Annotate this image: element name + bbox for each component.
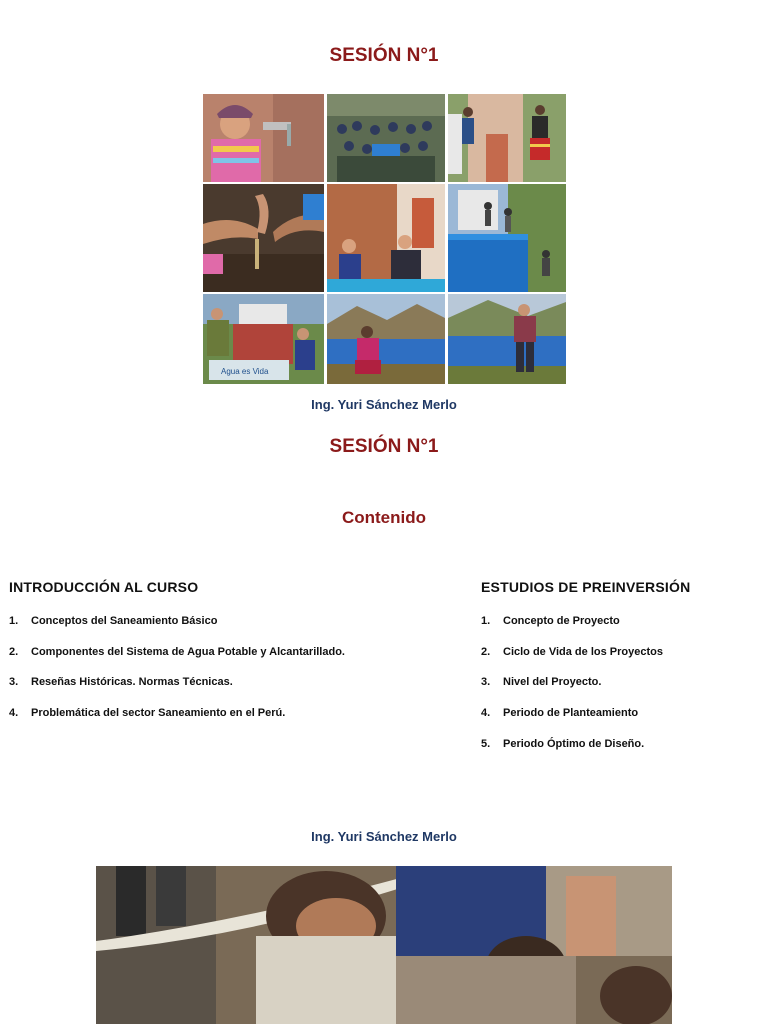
photo-community-meeting — [327, 94, 445, 182]
item-number: 4. — [481, 707, 491, 720]
item-number: 1. — [9, 615, 19, 627]
list-item — [9, 614, 449, 645]
item-text: Ciclo de Vida de los Proyectos — [503, 645, 663, 658]
list-item — [481, 614, 761, 645]
preinvestment-heading: ESTUDIOS DE PREINVERSIÓN — [481, 579, 691, 595]
list-item — [9, 675, 449, 706]
item-number: 3. — [481, 676, 491, 689]
list-item — [481, 737, 761, 768]
intro-course-list — [9, 614, 449, 737]
photo-blue-reservoir — [448, 184, 566, 292]
item-number: 2. — [9, 645, 19, 658]
item-number: 3. — [9, 676, 19, 689]
list-item — [9, 706, 449, 737]
item-text: Componentes del Sistema de Agua Potable y Alcantarillado. — [31, 645, 345, 658]
list-item — [481, 706, 761, 737]
preinvestment-list — [481, 614, 761, 767]
list-item — [481, 675, 761, 706]
photo-woman-by-lake — [327, 294, 445, 384]
session-title-2: SESIÓN N°1 — [329, 436, 439, 457]
photo-agua-es-vida-tap — [203, 294, 324, 384]
photo-child-at-tap — [203, 94, 324, 182]
item-text: Periodo Óptimo de Diseño. — [503, 737, 645, 750]
item-text: Conceptos del Saneamiento Básico — [31, 615, 218, 627]
item-text: Nivel del Proyecto. — [503, 676, 602, 689]
list-item — [9, 645, 449, 676]
photo-man-by-lake — [448, 294, 566, 384]
author-name: Ing. Yuri Sánchez Merlo — [311, 397, 457, 412]
list-item — [481, 645, 761, 676]
photo-couple-by-house — [327, 184, 445, 292]
session-title: SESIÓN N°1 — [329, 45, 439, 66]
item-number: 1. — [481, 615, 491, 627]
item-text: Problemática del sector Saneamiento en el Perú. — [31, 707, 286, 720]
contents-heading: Contenido — [341, 508, 427, 527]
intro-course-heading: INTRODUCCIÓN AL CURSO — [9, 579, 199, 595]
item-number: 2. — [481, 645, 491, 658]
photo-collage — [203, 94, 566, 384]
author-name-2: Ing. Yuri Sánchez Merlo — [311, 829, 457, 844]
item-text: Periodo de Planteamiento — [503, 707, 639, 720]
photo-water-tank-visit — [448, 94, 566, 182]
photo-children-drinking — [96, 866, 672, 1024]
photo-hands-under-water — [203, 184, 324, 292]
agua-es-vida-sign-text: Agua es Vida — [221, 367, 269, 376]
item-number: 4. — [9, 707, 19, 720]
item-number: 5. — [481, 737, 491, 750]
item-text: Concepto de Proyecto — [503, 615, 620, 627]
item-text: Reseñas Históricas. Normas Técnicas. — [31, 676, 233, 689]
